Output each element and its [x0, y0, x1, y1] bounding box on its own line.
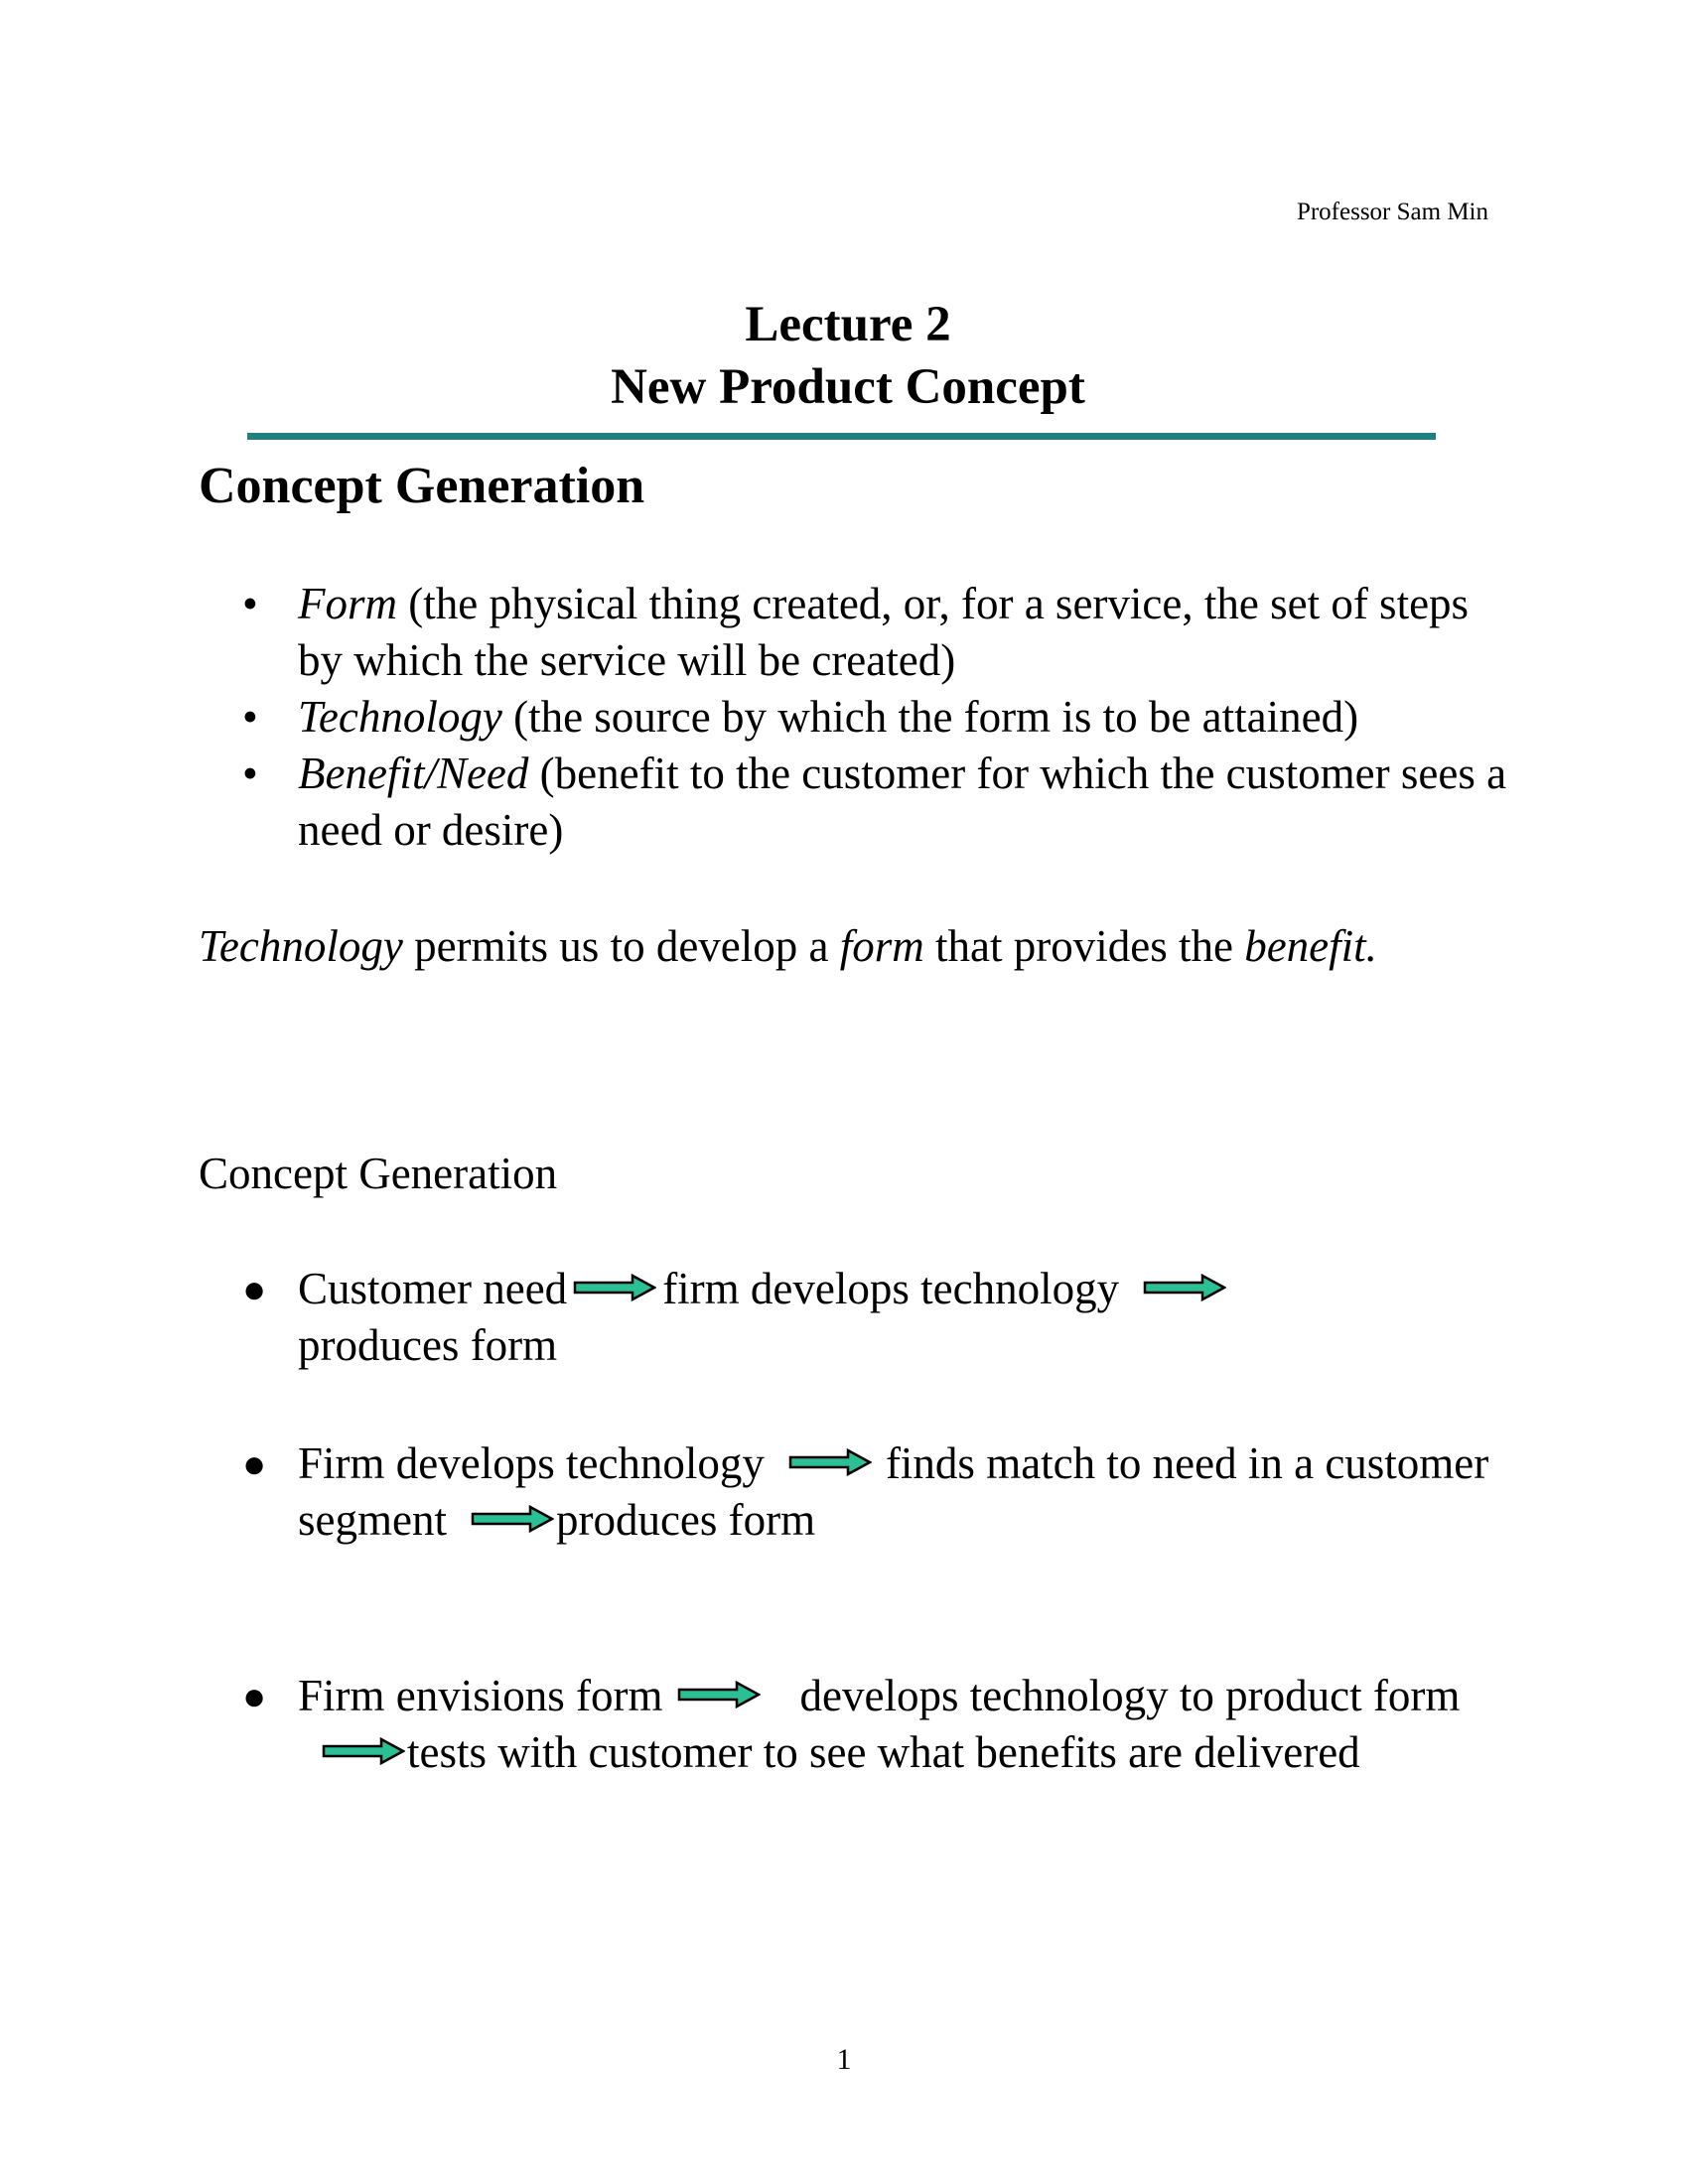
title-divider [247, 433, 1436, 440]
bullet-dot: • [242, 579, 258, 628]
summary-text: that provides the [923, 921, 1245, 971]
page-number: 1 [836, 2043, 852, 2076]
flow-list-item-1 [199, 1261, 1509, 1374]
flow-step: Firm envisions form [298, 1671, 663, 1720]
right-arrow-icon [573, 1273, 656, 1302]
flow-step: firm develops technology [662, 1264, 1120, 1313]
term-technology: Technology [298, 692, 502, 742]
term-description: (benefit to the customer for which the customer sees a need or desire) [298, 749, 1507, 855]
term-form: Form [298, 579, 397, 628]
flow-step: Firm develops technology [298, 1438, 765, 1488]
summary-form: form [839, 921, 924, 971]
flow-step: tests with customer to see what benefits are delivered [407, 1727, 1360, 1777]
term-description: (the source by which the form is to be attained) [501, 692, 1359, 742]
concept-bullet-list [199, 576, 1509, 859]
flow-list-item-2 [199, 1435, 1509, 1549]
title-line-1: Lecture 2 [745, 297, 951, 352]
title-line-2: New Product Concept [611, 359, 1085, 415]
right-arrow-icon [1143, 1273, 1226, 1302]
flow-step: Customer need [298, 1264, 568, 1313]
list-item [199, 1261, 1509, 1374]
bullet-dot: ● [242, 1674, 267, 1718]
bullet-dot: ● [242, 1441, 267, 1486]
flow-step: develops technology to product form [799, 1671, 1461, 1720]
right-arrow-icon [322, 1736, 405, 1766]
list-item [199, 1668, 1509, 1781]
summary-technology: Technology [199, 921, 403, 971]
flow-list-item-3 [199, 1668, 1509, 1781]
summary-text: permits us to develop a [402, 921, 840, 971]
right-arrow-icon [788, 1447, 872, 1477]
page-title [0, 294, 1688, 419]
flow-heading: Concept Generation [199, 1149, 558, 1198]
bullet-dot: • [242, 692, 258, 742]
list-item [199, 689, 1509, 746]
right-arrow-icon [677, 1680, 761, 1709]
summary-benefit: benefit. [1244, 921, 1377, 971]
list-item [199, 746, 1509, 859]
bullet-dot: • [242, 749, 258, 798]
list-item [199, 576, 1509, 689]
flow-step: produces form [298, 1320, 558, 1370]
flow-step: finds match to need in a customer segment [298, 1438, 1489, 1545]
author-name: Professor Sam Min [1296, 199, 1488, 225]
section-heading: Concept Generation [199, 458, 645, 514]
flow-step: produces form [555, 1495, 816, 1545]
term-benefit-need: Benefit/Need [298, 749, 529, 798]
summary-paragraph [199, 918, 1489, 975]
term-description: (the physical thing created, or, for a service, the set of steps by which the service will be created) [298, 579, 1470, 685]
right-arrow-icon [471, 1504, 554, 1534]
bullet-dot: ● [242, 1267, 267, 1311]
list-item [199, 1435, 1509, 1549]
